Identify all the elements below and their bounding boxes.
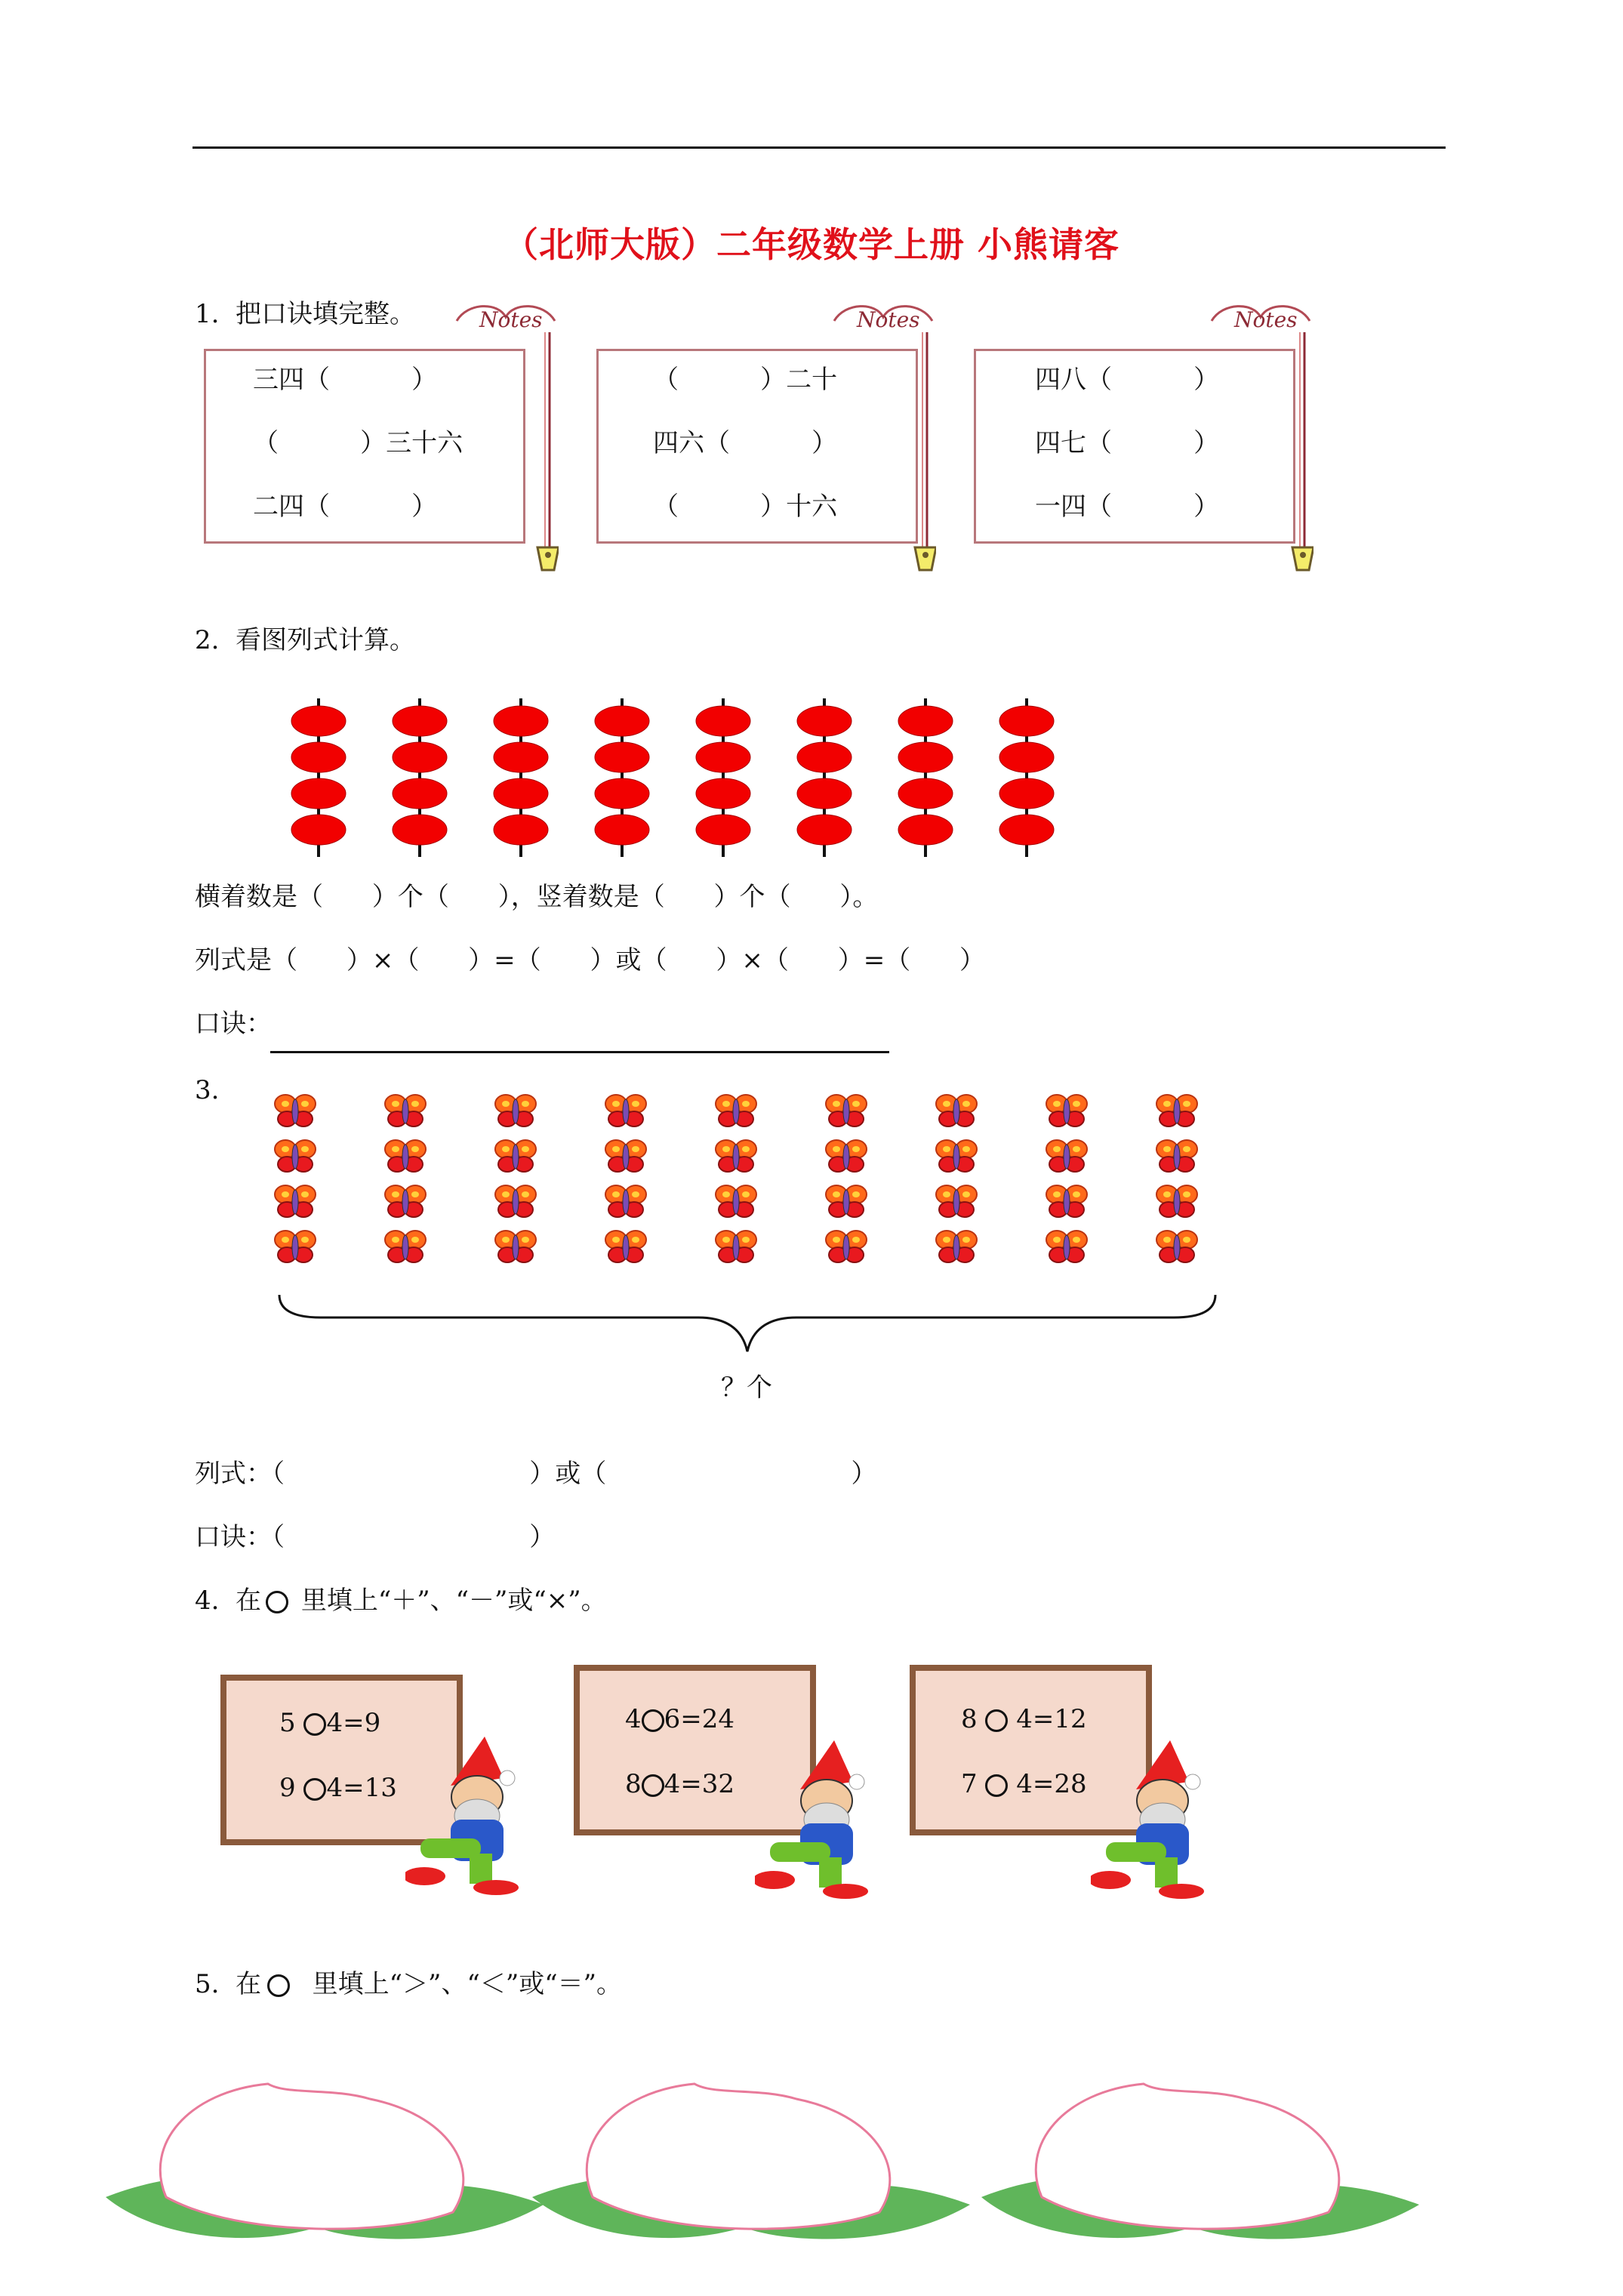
q2-rhyme-answer-line[interactable] (270, 1051, 889, 1053)
brace-label: ？个 (721, 1373, 772, 1403)
butterfly-icon (275, 1231, 316, 1262)
butterfly-icon (605, 1140, 646, 1172)
notes-word: Notes (857, 307, 920, 332)
gnome-icon (405, 1733, 564, 1895)
lantern-icon (393, 778, 447, 809)
peach-icon (106, 2084, 544, 2239)
q5-label-post: 里填上“＞”、“＜”或“＝”。 (296, 1969, 622, 1999)
butterfly-icon (1046, 1185, 1087, 1217)
lantern-icon (797, 742, 852, 772)
lantern-icon (898, 706, 953, 736)
butterfly-icon (1156, 1231, 1197, 1262)
answer-circle[interactable] (985, 1774, 1008, 1797)
butterfly-grid (264, 1087, 1246, 1284)
gnome-icon (755, 1737, 913, 1899)
butterfly-icon (1156, 1095, 1197, 1126)
butterfly-icon (495, 1185, 536, 1217)
note-row: 一四（ ） (1035, 492, 1220, 522)
circle-icon (266, 1591, 288, 1613)
lantern-icon (898, 815, 953, 845)
lantern-icon (696, 778, 750, 809)
butterfly-icon (1046, 1095, 1087, 1126)
lantern-icon (393, 815, 447, 845)
header-rule (192, 146, 1446, 149)
lantern-icon (999, 778, 1054, 809)
answer-circle[interactable] (642, 1774, 664, 1797)
circle-icon (267, 1974, 290, 1997)
q2-rhyme-label: 口诀： (195, 1009, 272, 1039)
butterfly-icon (1046, 1140, 1087, 1172)
board-equation: 7 4=28 (961, 1769, 1087, 1799)
notes-word: Notes (1234, 307, 1298, 332)
answer-circle[interactable] (642, 1709, 664, 1732)
butterfly-icon (826, 1140, 867, 1172)
board-card-2 (574, 1661, 913, 1895)
q4-label-pre: 4. 在 (195, 1586, 262, 1616)
lantern-icon (595, 815, 649, 845)
lantern-icon (291, 815, 346, 845)
butterfly-icon (495, 1095, 536, 1126)
butterfly-icon (385, 1185, 426, 1217)
question-4-label (195, 1586, 607, 1616)
butterfly-icon (826, 1095, 867, 1126)
butterfly-icon (1046, 1231, 1087, 1262)
lantern-string-icon (999, 698, 1054, 857)
q3-rhyme-line: 口诀：（ ） (195, 1522, 556, 1552)
question-5-label (195, 1969, 622, 1999)
q5-label-pre: 5. 在 (195, 1969, 262, 1999)
notes-banner-icon (834, 307, 932, 332)
lantern-icon (696, 815, 750, 845)
lantern-icon (898, 742, 953, 772)
butterfly-icon (936, 1095, 977, 1126)
note-row: 二四（ ） (253, 492, 438, 522)
lantern-string-icon (898, 698, 953, 857)
butterfly-icon (716, 1231, 756, 1262)
lantern-icon (797, 778, 852, 809)
notes-pen-icon (830, 298, 936, 585)
lantern-icon (595, 778, 649, 809)
question-2-label: 2. 看图列式计算。 (195, 625, 416, 655)
butterfly-icon (1156, 1185, 1197, 1217)
lantern-icon (291, 742, 346, 772)
notes-pen-icon (453, 298, 559, 585)
q2-equation-line: 列式是（ ）×（ ）=（ ）或（ ）×（ ）=（ ） (195, 945, 986, 975)
notes-word: Notes (479, 307, 543, 332)
board-equation: 8 4=12 (961, 1704, 1087, 1734)
board-equation: 4 6=24 (625, 1704, 735, 1734)
lantern-icon (291, 778, 346, 809)
q2-count-line: 横着数是（ ）个（ ），竖着数是（ ）个（ ）。 (195, 882, 879, 912)
answer-circle[interactable] (303, 1778, 326, 1801)
notes-banner-icon (1212, 307, 1310, 332)
butterfly-icon (275, 1140, 316, 1172)
lantern-icon (999, 706, 1054, 736)
board-equation: 5 4=9 (279, 1708, 381, 1738)
butterfly-icon (605, 1231, 646, 1262)
butterfly-icon (716, 1140, 756, 1172)
lantern-grid (279, 698, 1079, 864)
butterfly-icon (385, 1140, 426, 1172)
curly-brace (276, 1287, 1219, 1355)
note-row: （ ）三十六 (253, 428, 463, 458)
butterfly-icon (275, 1185, 316, 1217)
notes-banner-icon (457, 307, 555, 332)
peach-icon (981, 2084, 1419, 2239)
q4-label-post: 里填上“＋”、“－”或“×”。 (293, 1586, 607, 1616)
lantern-icon (494, 815, 548, 845)
peach-icon (532, 2084, 970, 2239)
lantern-icon (393, 742, 447, 772)
butterfly-icon (826, 1185, 867, 1217)
page-title: （北师大版）二年级数学上册 小熊请客 (503, 224, 1119, 265)
question-3-label: 3. (195, 1075, 220, 1105)
board-equation: 9 4=13 (279, 1773, 397, 1803)
note-row: 三四（ ） (253, 365, 438, 395)
butterfly-icon (936, 1185, 977, 1217)
butterfly-icon (385, 1231, 426, 1262)
note-row: （ ）二十 (653, 365, 838, 395)
lantern-string-icon (494, 698, 548, 857)
butterfly-icon (716, 1095, 756, 1126)
butterfly-icon (826, 1231, 867, 1262)
lantern-string-icon (696, 698, 750, 857)
butterfly-icon (385, 1095, 426, 1126)
lantern-icon (595, 742, 649, 772)
lantern-string-icon (595, 698, 649, 857)
lantern-icon (494, 706, 548, 736)
answer-circle[interactable] (985, 1709, 1008, 1732)
butterfly-icon (275, 1095, 316, 1126)
note-row: （ ）十六 (653, 492, 838, 522)
gnome-icon (1091, 1737, 1249, 1899)
lantern-string-icon (797, 698, 852, 857)
lantern-string-icon (291, 698, 346, 857)
board-card-3 (910, 1661, 1249, 1895)
butterfly-icon (495, 1140, 536, 1172)
lantern-icon (494, 778, 548, 809)
lantern-icon (797, 815, 852, 845)
lantern-string-icon (393, 698, 447, 857)
lantern-icon (393, 706, 447, 736)
notes-pen-icon (1208, 298, 1313, 585)
butterfly-icon (936, 1140, 977, 1172)
note-row: 四八（ ） (1035, 365, 1220, 395)
butterfly-icon (716, 1185, 756, 1217)
board-card-1 (220, 1661, 560, 1895)
peach-row (91, 2054, 1449, 2280)
note-row: 四六（ ） (653, 428, 838, 458)
q3-equation-line: 列式：（ ）或（ ） (195, 1459, 877, 1489)
butterfly-icon (495, 1231, 536, 1262)
lantern-icon (999, 815, 1054, 845)
lantern-icon (999, 742, 1054, 772)
board-equation: 8 4=32 (625, 1769, 735, 1799)
butterfly-icon (936, 1231, 977, 1262)
butterfly-icon (1156, 1140, 1197, 1172)
note-row: 四七（ ） (1035, 428, 1220, 458)
lantern-icon (696, 742, 750, 772)
question-1-label: 1. 把口诀填完整。 (195, 299, 416, 329)
lantern-icon (595, 706, 649, 736)
lantern-icon (797, 706, 852, 736)
answer-circle[interactable] (303, 1713, 326, 1736)
butterfly-icon (605, 1185, 646, 1217)
butterfly-icon (605, 1095, 646, 1126)
lantern-icon (494, 742, 548, 772)
lantern-icon (291, 706, 346, 736)
lantern-icon (898, 778, 953, 809)
lantern-icon (696, 706, 750, 736)
